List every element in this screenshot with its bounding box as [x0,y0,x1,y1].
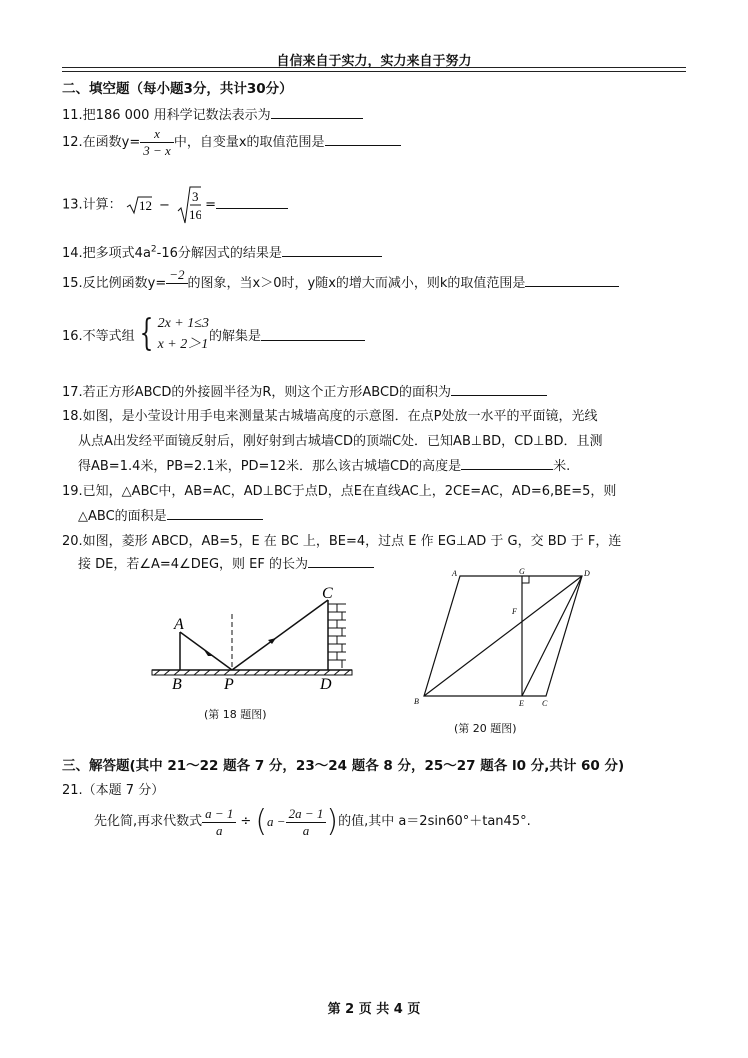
question-19-text: △ABC的面积是 [78,509,167,524]
question-18-line-2: 从点A出发经平面镜反射后，刚好射到古城墙CD的顶端C处．已知AB⊥BD，CD⊥BD．且测 [78,434,603,449]
ray-P-to-C [232,600,328,670]
question-12-prefix: 12.在函数y= [62,135,141,150]
label-F: F [512,607,517,616]
fraction-numerator: x [140,126,174,143]
question-11-text: 11.把186 000 用科学记数法表示为 [62,108,271,123]
sqrt-fraction-denominator: 16 [189,207,202,222]
question-12 [62,126,401,159]
label-C: C [322,585,333,602]
question-12-suffix: 中，自变量x的取值范围是 [173,135,325,150]
question-21-prefix: 先化简,再求代数式 [94,814,203,829]
question-20-line-2 [78,553,374,572]
fraction-1-denominator: a [216,822,223,838]
answer-blank-16[interactable] [261,328,365,341]
question-11 [62,104,363,123]
question-15-suffix: 的图象，当x＞0时，y随x的增大而减小，则k的取值范围是 [187,276,526,291]
figure-20-caption: (第 20 题图) [454,722,517,735]
equals-sign: = [205,197,217,213]
sqrt-12 [126,195,152,215]
fraction-denominator: 3 − x [143,143,171,158]
question-17-text: 17.若正方形ABCD的外接圆半径为R，则这个正方形ABCD的面积为 [62,385,452,400]
question-16-suffix: 的解集是 [208,328,261,344]
wall-bricks [328,604,346,668]
question-21-title: 21.（本题 7 分） [62,783,165,798]
answer-blank-19[interactable] [167,507,263,520]
question-18-line-3 [78,455,570,474]
question-13 [62,185,288,225]
sqrt-3-over-16 [177,185,201,225]
system-brace: { [139,313,154,354]
answer-blank-17[interactable] [451,383,547,396]
question-15-fraction [166,267,187,300]
question-14-suffix: -16分解因式的结果是 [156,246,282,261]
exponent: 2 [150,244,157,255]
section-2-title: 二、填空题（每小题3分，共计30分） [62,81,293,97]
question-12-fraction [140,126,174,159]
question-13-prefix: 13.计算： [62,197,122,213]
question-15 [62,267,619,300]
inner-term: a − [267,814,286,829]
minus-sign: − [158,197,170,213]
label-B: B [172,676,182,693]
label-A: A [174,616,184,633]
fraction-2 [286,806,327,839]
question-21-suffix: 的值,其中 a＝2sin60°＋tan45°. [338,814,531,829]
label-D: D [584,569,590,578]
label-D: D [320,676,332,693]
question-14-prefix: 14.把多项式4a [62,246,151,261]
question-16-prefix: 16.不等式组 [62,328,135,344]
inequality-system [158,313,209,355]
fraction-1 [202,806,236,839]
question-15-prefix: 15.反比例函数y= [62,276,167,291]
answer-blank-13[interactable] [216,196,288,209]
ray-A-to-P [180,632,232,670]
question-18-unit: 米. [553,459,571,474]
label-B: B [414,697,419,706]
diagonal-BD [424,576,582,696]
sqrt-12-value: 12 [138,198,152,213]
right-paren: ) [326,804,339,839]
label-P: P [224,676,234,693]
left-paren: ( [255,804,268,839]
divide-sign: ÷ [240,814,252,829]
page-footer: 第 2 页 共 4 页 [327,1002,421,1017]
inequality-2: x + 2＞1 [157,337,209,352]
fraction-2-denominator: a [302,822,310,838]
answer-blank-14[interactable] [282,244,382,257]
label-A: A [452,569,457,578]
question-20-text: 接 DE，若∠A=4∠DEG，则 EF 的长为 [78,557,308,572]
fraction-2-numerator: 2a − 1 [286,806,327,823]
fraction-numerator: −2 [166,267,187,284]
header-rule-thick [62,67,686,68]
section-3-title: 三、解答题(其中 21～22 题各 7 分，23～24 题各 8 分，25～27 题各 l0 分,共计 60 分) [62,758,625,774]
answer-blank-15[interactable] [525,274,619,287]
label-E: E [519,699,524,708]
fraction-1-numerator: a − 1 [202,806,236,823]
question-21 [94,802,531,842]
question-17 [62,381,547,400]
answer-blank-18[interactable] [461,457,553,470]
header-rule-thin [62,71,686,72]
answer-blank-12[interactable] [325,133,401,146]
inequality-1: 2x + 1≤3 [157,316,209,331]
question-19-line-2 [78,505,263,524]
figure-18 [146,582,366,694]
right-angle-mark [522,576,529,583]
question-18-text: 得AB=1.4米，PB=2.1米，PD=12米．那么该古城墙CD的高度是 [78,459,462,474]
label-C: C [542,699,548,708]
question-14 [62,242,382,261]
question-20-line-1: 20.如图，菱形 ABCD，AB=5，E 在 BC 上，BE=4，过点 E 作 EG⊥AD 于 G，交 BD 于 F，连 [62,534,622,549]
sqrt-fraction-numerator: 3 [192,189,199,204]
label-G: G [519,567,525,576]
page-header: 自信来自于实力，实力来自于努力 [276,54,472,69]
figure-20 [410,566,606,712]
answer-blank-11[interactable] [271,106,363,119]
answer-blank-20[interactable] [308,555,374,568]
question-19-line-1: 19.已知，△ABC中，AB=AC，AD⊥BC于点D，点E在直线AC上，2CE=AC，AD=6,BE=5，则 [62,484,617,499]
question-18-line-1: 18.如图，是小莹设计用手电来测量某古城墙高度的示意图．在点P处放一水平的平面镜，光线 [62,409,598,424]
figure-18-caption: (第 18 题图) [204,708,267,721]
question-16 [62,313,365,355]
